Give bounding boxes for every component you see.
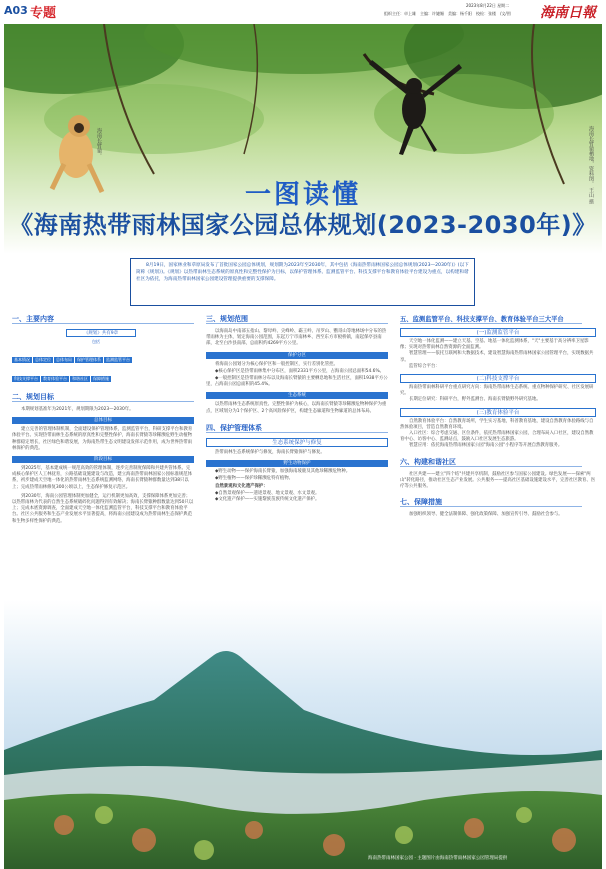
long-term-research: 长期定位研究：科研平台，野外监测台、海南长臂猿野外研究基地。 (409, 397, 541, 403)
section-title: 专题 (30, 6, 57, 21)
subheading-restoration: 生态系统保护与修复 (206, 438, 388, 447)
ecosystem-text: 以热带雨林生态系统原真性、完整性保护为核心，以海南长臂猿等珍稀濒危物种保护为重点，区域划分为1个保护区、2个高风险保护区，构建生态廊道和生物廊道的总体布局。 (206, 402, 387, 414)
intro-box: 8月19日，国家林业和草原局发布了首批国家公园总体规划，规划期为2023年至2030年，其中包括《海南热带雨林国家公园总体规划(2023—2030年)》(以下简称《规划》)。《规划》以热带雨林生态系统的原真性和完整性保护为目标，以保护管理体系、监测监管平台、科技支撑平台和教育体验平台建设为重点，以构建和谐社区为依托，为海南热带雨林国家公园建设管理提供重要的支撑保障。 (130, 258, 475, 306)
subheading-education: (三)教育体验平台 (400, 408, 596, 417)
heading-community: 六、构建和谐社区 (400, 457, 596, 467)
page-header (0, 0, 606, 22)
core-zone-text: ◆核心保护区是热带雨林集中分布区，面积2331平方公里，占海南公园总面积54.6%。 (215, 368, 385, 374)
heading-main-content: 一、主要内容 (12, 314, 194, 324)
column-2 (206, 314, 388, 503)
heading-goals: 二、规划目标 (12, 392, 194, 402)
chapter-chip: 基本情况 (14, 357, 30, 362)
education-platform: 自然教育体验平台：自然教育场所，学生实习基地，科普教育基地，建设自然教育体验路线与自然体验项目，营造自然教育环境。 (400, 418, 594, 430)
heritage-heading: 自然景观和文化遗产保护： (215, 484, 268, 490)
bar-zoning: 保护分区 (206, 352, 388, 359)
heading-protection: 四、保护管理体系 (206, 423, 388, 433)
community-text: 社区共建——建立"四个结"共建共享机制，鼓励社区参与国家公园建设。绿色发展——探索"两山"转化路径，推动社区生态产业发展。公共服务——提高社区基础设施建设水平，完善社区教育、医疗等公共服务。 (400, 471, 596, 490)
chapter-chip: 保障措施 (93, 376, 109, 381)
smart-application: 智慧应用：依托海南热带雨林国家公园"海南公园"小程序等开展自然教育服务。 (409, 443, 563, 449)
subheading-monitoring: (一)监测监管平台 (400, 328, 596, 337)
mountain-photo (4, 600, 602, 869)
overall-goal-text: 建立完善的管理体制机制，全面建设保护管理体系，监测监管平台，科研支撑平台和教育体验平台。实现热带雨林生态系统的原真性和完整性保护，海南长臂猿等珍稀濒危野生动植物种群稳定增长，社区绿色和谐发展，为海南热带生态文明建设发挥示范作用，成为世界热带雨林保护的典范。 (12, 427, 193, 451)
issue-date: 2023年8月22日 星期二 (466, 3, 510, 8)
heading-platforms: 五、监测监管平台、科技支撑平台、教育体验平台三大平台 (400, 314, 596, 323)
bar-overall-goal: 总体目标 (12, 417, 194, 424)
entrance-community: 入口社区：综合考虑交通、区位条件，依托热带雨林国家公园，合理布局入口社区，建设自然教育中心、访客中心、监测站点，鼓励入口社区发展生态旅游。 (400, 431, 594, 443)
stage-goal-2025: 到2025年，基本建成统一规范高效的管理体制，逐步完善制度保障和共建共管体系。完成核心保护区人工林抚育，公路基础设施建设与改造，建立海南热带雨林国家公园标准规范体系，初步建成天空地一体化的热带雨林生态系统监测网络，海南长臂猿种群数量达到38只以上；完成热带雨林修复300公顷以上，生态保护修复示范区。 (12, 466, 193, 490)
wildlife-plants: ◆野生植物——保护珍稀濒危特有植物。 (215, 476, 294, 482)
photo-caption-left: 海南长臂猿。 (96, 128, 102, 158)
smart-management: 智慧管理——依托互联网和大数据技术，建设智慧海南热带雨林国家公园管理平台，实现数据共享。 (400, 351, 594, 363)
chapter-chips (12, 346, 194, 384)
bar-ecosystem: 生态系统 (206, 392, 388, 399)
scope-text: 以海南岛中南部五指山、黎母岭、尖峰岭、霸王岭、吊罗山、鹦哥山等地林场中分布的热带雨林为主体，划定海南公园范围，东起万宁市南林乡、西至东方市板桥镇，南起保亭县南部，北至白沙县南部，总面积约4269平方公里。 (206, 329, 387, 347)
control-zone-text: ◆一般控制区是热带雨林分布以及海南长臂猿的主要栖息地和生活社区，面积1938平方公里，占海南公园总面积的45.4%。 (206, 376, 388, 388)
heading-safeguards: 七、保障措施 (400, 497, 596, 507)
chapter-chip: 总体布局 (56, 357, 72, 362)
chapter-chip: 教育体验平台 (43, 376, 67, 381)
chapters-root: 《规划》共有9章 (66, 329, 136, 337)
headline-kicker: 一图读懂 (244, 180, 361, 210)
safeguards-text: 加强组织领导、健全法制保障、强化政策保障、加强宣传引导、鼓励社会参与。 (409, 512, 563, 518)
chapter-chip: 科技支撑平台 (14, 376, 38, 381)
newspaper-logo: 海南日報 (540, 5, 596, 21)
wildlife-animals: ◆野生动物——保护海南长臂猿，加强海南坡鹿及其他珍稀濒危物种。 (215, 469, 351, 475)
stage-goal-2030: 到2030年，海南公园管理体制更加健全，运行机制更加高效，支撑保障体系更加完善；以热带雨林为代表的自然生态系统破碎化问题得到有效解决；海南长臂猿种群数量达到50只以上；完成本底资源调查，全面建成天空地一体化监测监管平台，科技支撑平台和教育体验平台。社区公共服务和生态产业发展水平显著提高，将海南公园建设成为热带雨林生态保护典范和生物多样性保护的典范。 (12, 493, 194, 524)
chapter-chip: 总体定位 (35, 357, 51, 362)
heading-scope: 三、规划范围 (206, 314, 388, 324)
restoration-text: 热带雨林生态系统保护与修复，海南长臂猿保护与修复。 (215, 449, 325, 455)
editor-credits: 组织主任：卓上雄 主编：许婕媚 美编：杨千阳 校检：张楼 /文/图 (384, 11, 511, 16)
sky-ground-monitoring: 天空地一体化监测——建立天基、空基、地基一体化监测体系，"天"主要基于高分辨率卫星影像；实现对热带雨林自然资源的全面监测。 (400, 339, 589, 351)
chapter-chip: 和谐社区 (72, 376, 88, 381)
subheading-science: (二)科技支撑平台 (400, 374, 596, 383)
culture-protection: ◆文化遗产保护——实施黎族苗族传统文化遗产保护。 (215, 496, 320, 502)
research-focus: 海南热带雨林科研平台重点研究方向：海南热带雨林生态系统、重点物种保护研究、社区发展研究。 (400, 385, 594, 397)
bar-stage-goal: 阶段目标 (12, 456, 194, 463)
chapters-label: 包括 (92, 339, 100, 344)
chapter-chip: 保护管理体系 (77, 357, 101, 362)
goal-period: 本期规划基准年为2021年，规划期限为2023—2030年。 (21, 407, 134, 412)
zoning-text: 将海南公园划分为核心保护区和一般控制区，实行差别化管控。 (215, 361, 338, 367)
supervision-platform: 监管综合平台： (409, 363, 440, 369)
column-3 (400, 314, 596, 518)
landscape-protection: ◆自然景观保护——遗迹景观、地文景观、水文景观。 (215, 490, 320, 496)
photo-credit: 海南热带雨林国家公园 · 主题图片由海南热带雨林国家公园管理局提供 (368, 856, 508, 861)
headline-title: 《海南热带雨林国家公园总体规划(2023-2030年)》 (9, 211, 597, 239)
chapter-chip: 监测监管平台 (106, 357, 130, 362)
photo-caption-right: 海南长臂猿栖地，资料图。 王山 摄 (588, 126, 594, 205)
page-number: A03 (4, 4, 28, 17)
bar-wildlife: 野生动物保护 (206, 460, 388, 467)
mountain-landscape (4, 600, 602, 869)
column-1 (12, 314, 194, 525)
